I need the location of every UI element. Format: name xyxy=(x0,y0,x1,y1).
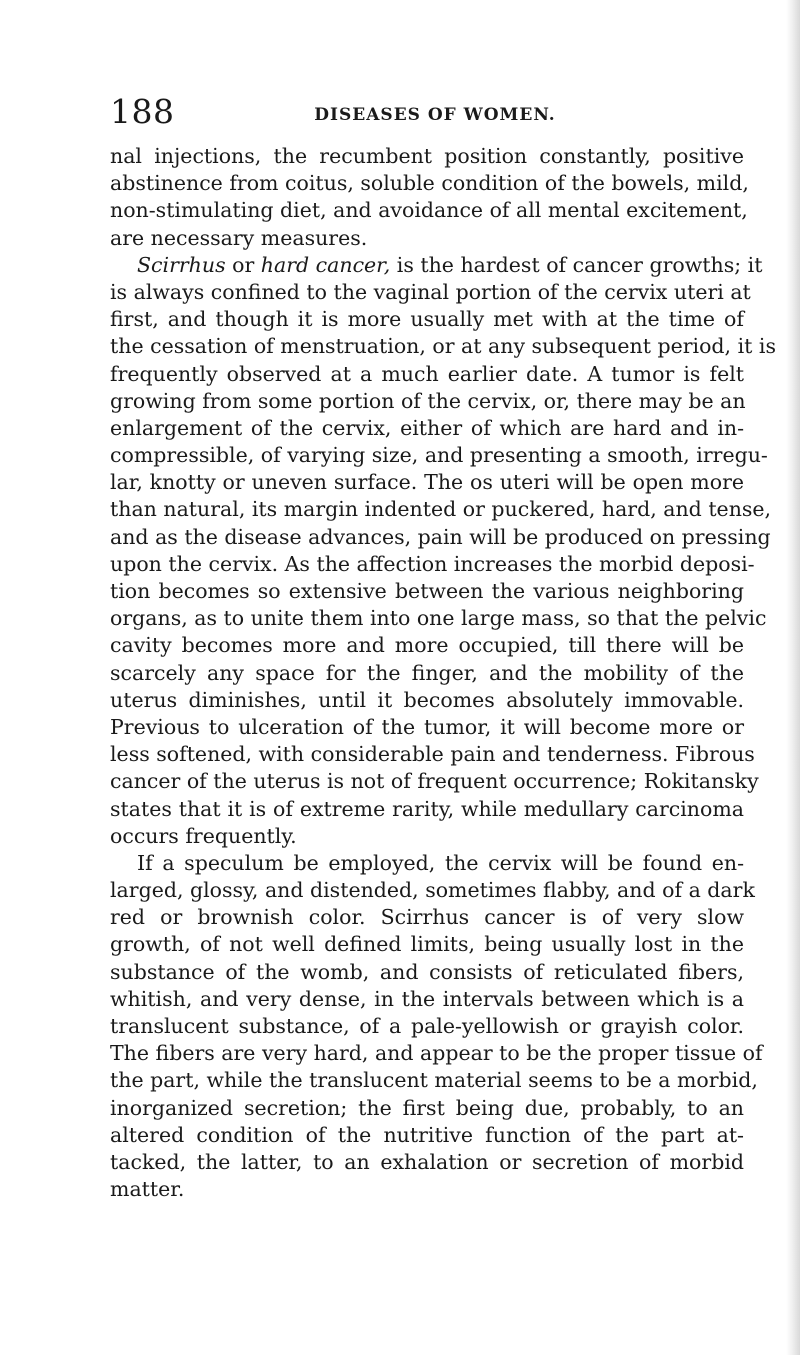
text-line: lar, knotty or uneven surface. The os uteri will be open more xyxy=(110,470,744,495)
text-run: is the hardest of cancer growths; it xyxy=(390,252,763,277)
text-line: the cessation of menstruation, or at any subsequent period, it is xyxy=(110,334,776,359)
text-line: abstinence from coitus, soluble condition of the bowels, mild, xyxy=(110,171,749,196)
text-line: The fibers are very hard, and appear to be the proper tissue of xyxy=(110,1041,763,1066)
text-line: cavity becomes more and more occupied, till there will be xyxy=(110,633,744,658)
text-line: states that it is of extreme rarity, while medullary carcinoma xyxy=(110,796,744,821)
text-line: less softened, with considerable pain and tenderness. Fibrous xyxy=(110,742,755,767)
text-line: red or brownish color. Scirrhus cancer is of very slow xyxy=(110,905,744,930)
text-line: are necessary measures. xyxy=(110,225,368,250)
text-line: uterus diminishes, until it becomes absolutely immovable. xyxy=(110,687,744,712)
text-line: growth, of not well defined limits, being usually lost in the xyxy=(110,932,744,957)
text-line: substance of the womb, and consists of reticulated fibers, xyxy=(110,959,744,984)
text-line: and as the disease advances, pain will be produced on pressing xyxy=(110,524,771,549)
text-line: matter. xyxy=(110,1177,185,1202)
text-line: frequently observed at a much earlier date. A tumor is felt xyxy=(110,361,744,386)
text-line: non-stimulating diet, and avoidance of all mental excitement, xyxy=(110,198,748,223)
italic-term: Scirrhus xyxy=(137,252,226,277)
text-line: cancer of the uterus is not of frequent occurrence; Rokitansky xyxy=(110,769,759,794)
text-line: compressible, of varying size, and presenting a smooth, irregu- xyxy=(110,443,768,468)
text-line: upon the cervix. As the affection increases the morbid deposi- xyxy=(110,551,755,576)
body-text xyxy=(110,143,776,1203)
text-line: larged, glossy, and distended, sometimes flabby, and of a dark xyxy=(110,878,755,903)
text-line: tacked, the latter, to an exhalation or secretion of morbid xyxy=(110,1149,744,1174)
text-line: than natural, its margin indented or puckered, hard, and tense, xyxy=(110,497,772,522)
text-line: occurs frequently. xyxy=(110,823,297,848)
text-line: nal injections, the recumbent position constantly, positive xyxy=(110,144,744,168)
page-number: 188 xyxy=(110,92,175,131)
text-line: is always confined to the vaginal portion of the cervix uteri at xyxy=(110,279,751,304)
text-line: translucent substance, of a pale-yellowish or grayish color. xyxy=(110,1014,744,1038)
text-line: inorganized secretion; the first being due, probably, to an xyxy=(110,1095,744,1120)
running-head: DISEASES OF WOMEN. xyxy=(314,105,556,125)
text-line: scarcely any space for the finger, and the mobility of the xyxy=(110,660,744,685)
text-line: enlargement of the cervix, either of which are hard and in- xyxy=(110,415,744,440)
page-edge-shadow xyxy=(786,0,800,1355)
paragraph-first-line: If a speculum be employed, the cervix will be found en- xyxy=(137,850,744,875)
text-line: whitish, and very dense, in the intervals between which is a xyxy=(110,986,744,1011)
text-line: altered condition of the nutritive function of the part at- xyxy=(110,1122,744,1147)
text-line: the part, while the translucent material seems to be a morbid, xyxy=(110,1068,758,1093)
italic-term: hard cancer, xyxy=(260,252,391,277)
text-line: growing from some portion of the cervix, or, there may be an xyxy=(110,388,746,413)
text-line: tion becomes so extensive between the various neighboring xyxy=(110,579,744,603)
text-run: or xyxy=(225,252,261,277)
page-header xyxy=(110,92,740,132)
text-line: Previous to ulceration of the tumor, it will become more or xyxy=(110,714,744,739)
paragraph-first-line xyxy=(110,252,763,279)
text-line: first, and though it is more usually met with at the time of xyxy=(110,307,744,332)
text-line: organs, as to unite them into one large mass, so that the pelvic xyxy=(110,606,767,631)
